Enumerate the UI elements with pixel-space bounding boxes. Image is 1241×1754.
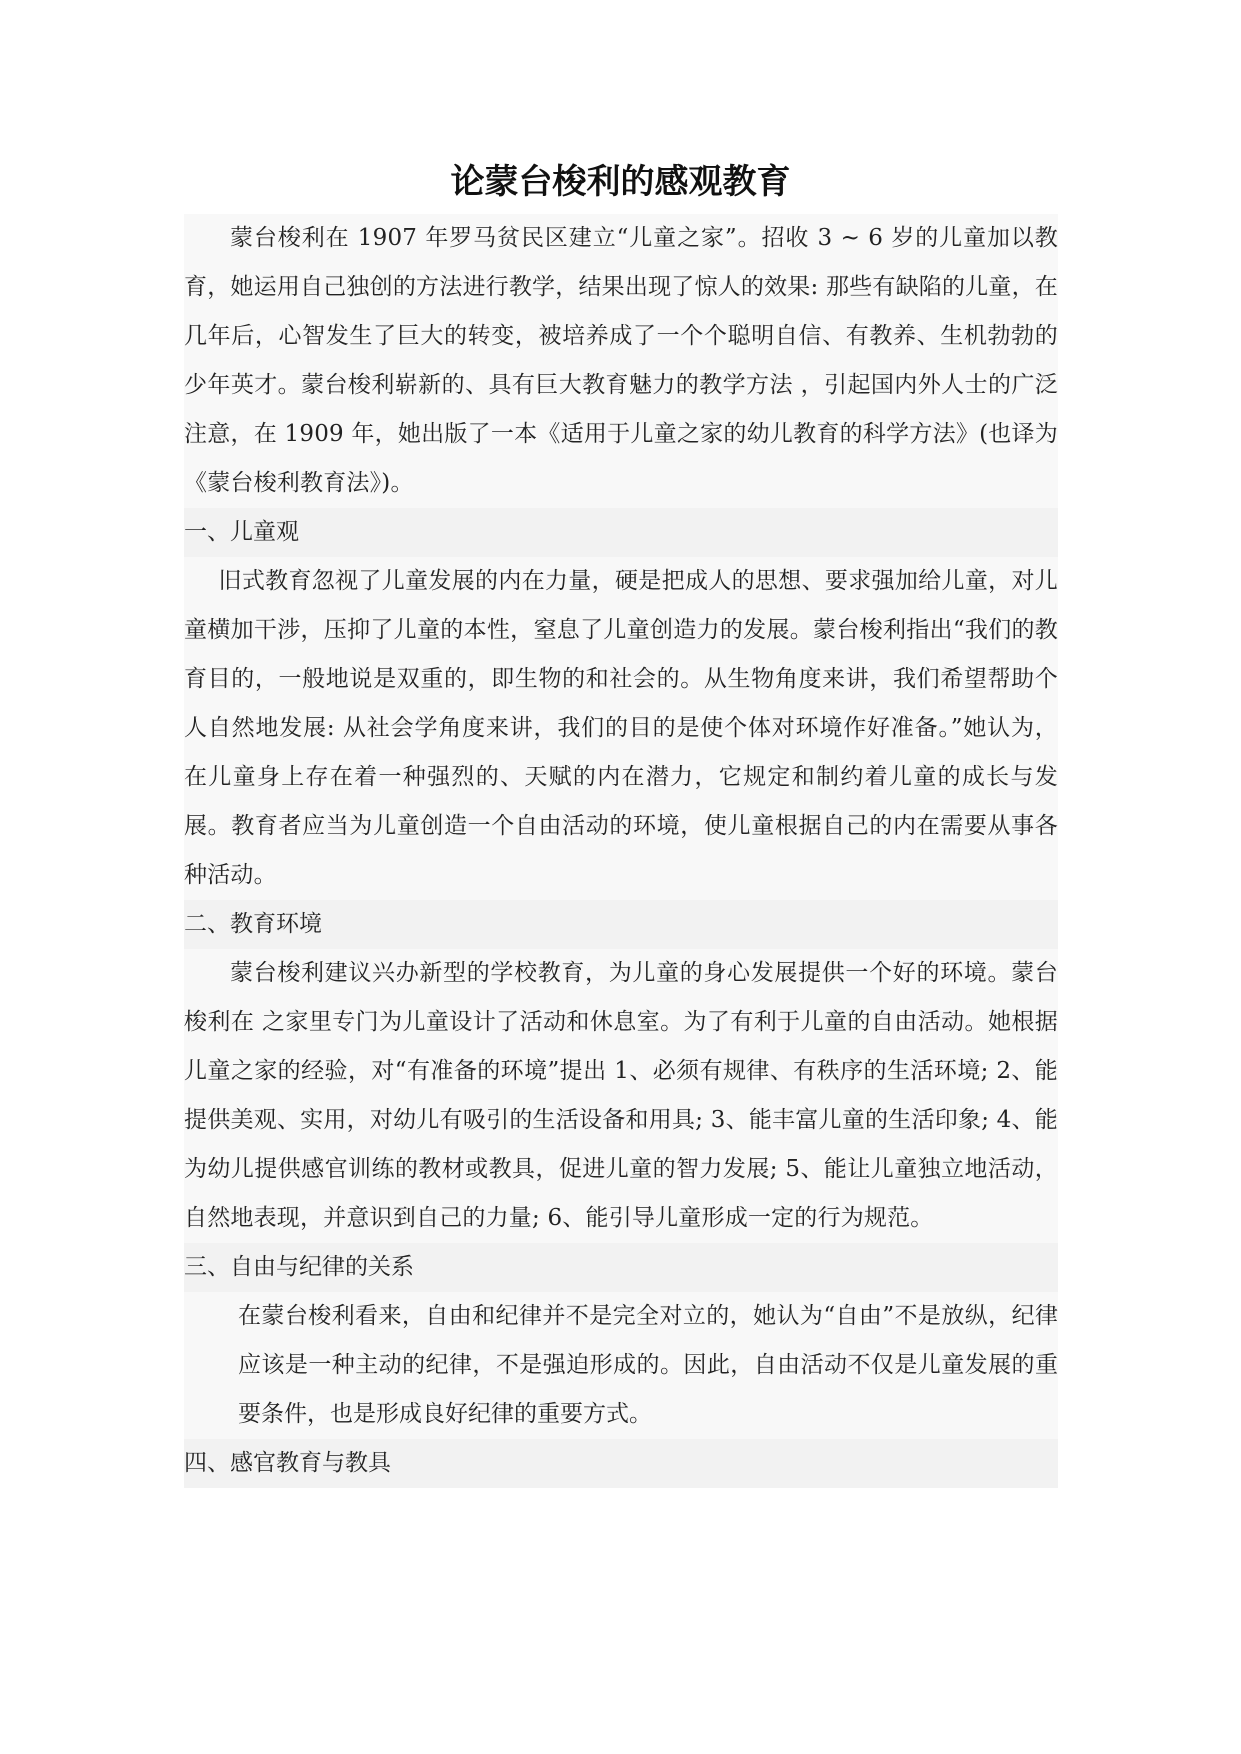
section-heading-environment: 二、教育环境 bbox=[184, 900, 1058, 949]
section-heading-sensory-education: 四、感官教育与教具 bbox=[184, 1439, 1058, 1488]
section-text-children-view: 旧式教育忽视了儿童发展的内在力量，硬是把成人的思想、要求强加给儿童，对儿童横加干涉，压抑了儿童的本性，窒息了儿童创造力的发展。蒙台梭利指出“我们的教育目的，一般地说是双重的，即生物的和社会的。从生物角度来讲，我们希望帮助个人自然地发展: 从社会学角度来讲，我们的目的是使个体对环境作好准备。”她认为，在儿童身上存在着一种强烈的、天赋的内在潜力，它规定和制约着儿童的成长与发展。教育者应当为儿童创造一个自由活动的环境，使儿童根据自己的内在需要从事各种活动。 bbox=[184, 568, 1058, 888]
section-heading-freedom-discipline: 三、自由与纪律的关系 bbox=[184, 1243, 1058, 1292]
document-title: 论蒙台梭利的感观教育 bbox=[450, 162, 791, 202]
intro-paragraph: 蒙台梭利在 1907 年罗马贫民区建立“儿童之家”。招收 3 ~ 6 岁的儿童加以教育，她运用自己独创的方法进行教学，结果出现了惊人的效果: 那些有缺陷的儿童，在几年后，心智发生了巨大的转变，被培养成了一个个聪明自信、有教养、生机勃勃的少年英才。蒙台梭利崭新的、具有巨大教育魅力的教学方法 ，引起国内外人士的广泛注意，在 1909 年，她出版了一本《适用于儿童之家的幼儿教育的科学方法》(也译为《蒙台梭利教育法》)。 bbox=[184, 225, 1058, 496]
section-heading-children-view: 一、儿童观 bbox=[184, 508, 1058, 557]
section-text-freedom-discipline: 在蒙台梭利看来，自由和纪律并不是完全对立的，她认为“自由”不是放纵，纪律应该是一种主动的纪律，不是强迫形成的。因此，自由活动不仅是儿童发展的重要条件，也是形成良好纪律的重要方式。 bbox=[238, 1303, 1058, 1427]
section-text-environment: 蒙台梭利建议兴办新型的学校教育，为儿童的身心发展提供一个好的环境。蒙台梭利在 之家里专门为儿童设计了活动和休息室。为了有利于儿童的自由活动。她根据儿童之家的经验，对“有准备的环境”提出 1、必须有规律、有秩序的生活环境; 2、能提供美观、实用，对幼儿有吸引的生活设备和用具; 3、能丰富儿童的生活印象; 4、能为幼儿提供感官训练的教材或教具，促进儿童的智力发展; 5、能让儿童独立地活动，自然地表现，并意识到自己的力量; 6、能引导儿童形成一定的行为规范。 bbox=[184, 960, 1058, 1231]
document-body bbox=[184, 214, 1058, 1488]
